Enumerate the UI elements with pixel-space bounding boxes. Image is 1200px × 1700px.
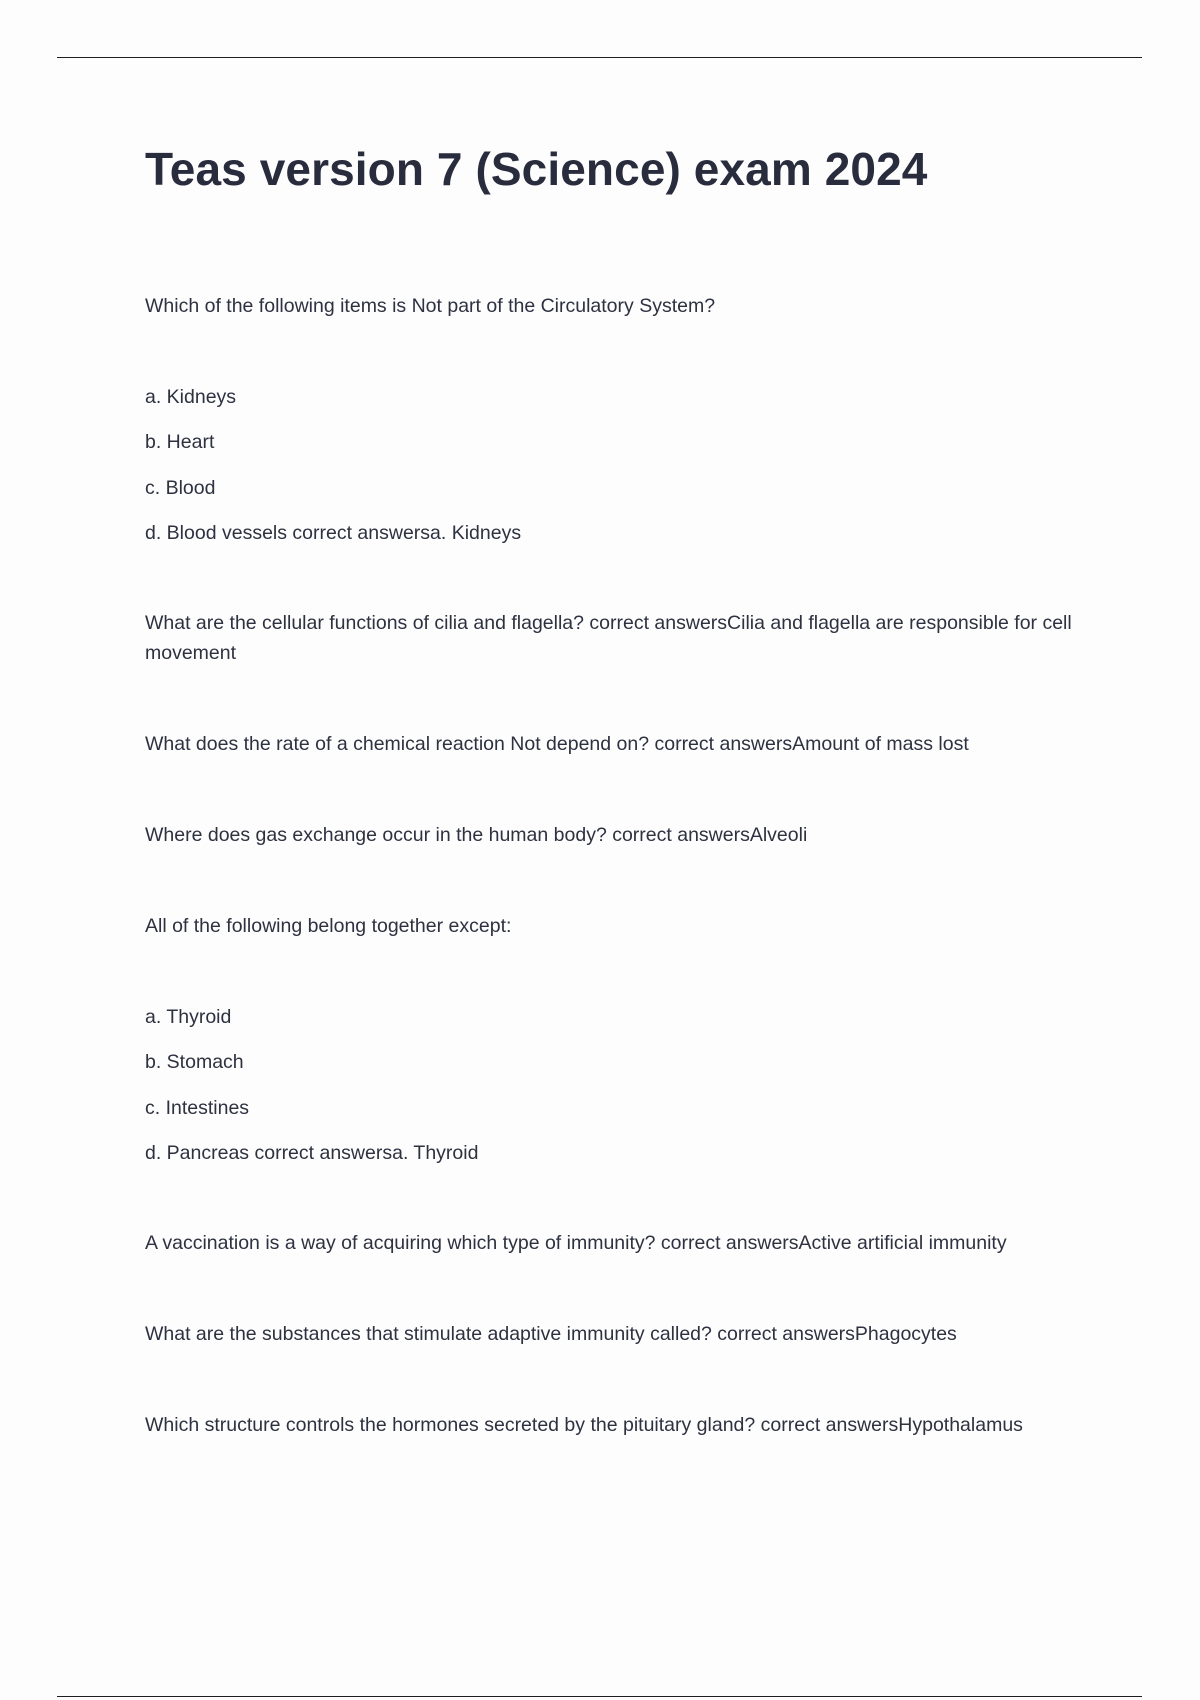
q5-option-a: a. Thyroid: [145, 1006, 232, 1028]
q5-option-c: c. Intestines: [145, 1097, 250, 1119]
bottom-rule: [57, 1696, 1142, 1697]
question-5: All of the following belong together except:: [145, 915, 512, 937]
question-3: What does the rate of a chemical reaction Not depend on? correct answersAmount of mass lost: [145, 733, 969, 755]
question-1: Which of the following items is Not part of the Circulatory System?: [145, 295, 716, 317]
question-2: What are the cellular functions of cilia and flagella? correct answersCilia and flagella are responsible for cell movement: [145, 612, 1072, 664]
q1-option-d-answer: d. Blood vessels correct answersa. Kidneys: [145, 522, 522, 544]
question-7: What are the substances that stimulate adaptive immunity called? correct answersPhagocytes: [145, 1323, 957, 1345]
question-6: A vaccination is a way of acquiring which type of immunity? correct answersActive artificial immunity: [145, 1232, 1007, 1254]
question-8: Which structure controls the hormones secreted by the pituitary gland? correct answersHypothalamus: [145, 1414, 1023, 1436]
q5-option-b: b. Stomach: [145, 1051, 244, 1073]
page-title: Teas version 7 (Science) exam 2024: [145, 143, 928, 195]
q1-option-b: b. Heart: [145, 431, 215, 453]
top-rule: [57, 57, 1142, 58]
question-4: Where does gas exchange occur in the human body? correct answersAlveoli: [145, 824, 808, 846]
q5-option-d-answer: d. Pancreas correct answersa. Thyroid: [145, 1142, 479, 1164]
q1-option-a: a. Kidneys: [145, 386, 237, 408]
q1-option-c: c. Blood: [145, 477, 216, 499]
